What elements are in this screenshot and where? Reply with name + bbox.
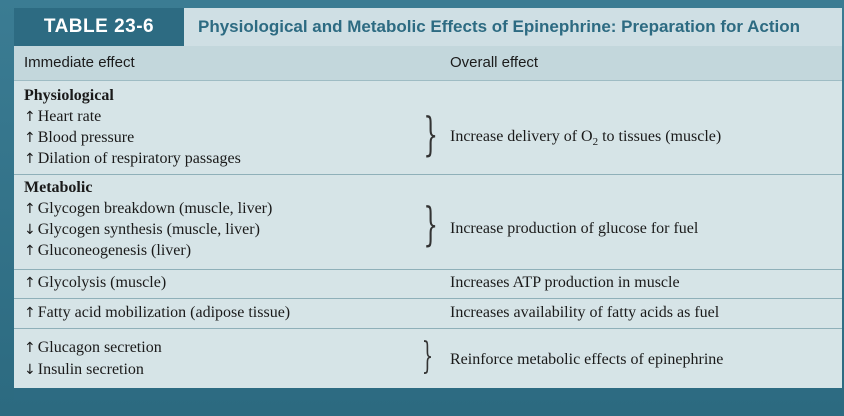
up-arrow-icon: ↑: [24, 201, 36, 217]
item-text: Glycolysis (muscle): [37, 274, 167, 291]
item-text: Heart rate: [37, 108, 102, 125]
table-number: TABLE 23-6: [14, 8, 184, 46]
item-text: Fatty acid mobilization (adipose tissue): [37, 304, 291, 321]
item-text: Blood pressure: [37, 129, 135, 146]
up-arrow-icon: ↑: [24, 130, 36, 146]
column-header-row: [14, 46, 842, 81]
effect-text: to tissues (muscle): [598, 128, 722, 145]
list-item: [24, 200, 272, 218]
up-arrow-icon: ↑: [24, 151, 36, 167]
list-item: [24, 108, 101, 126]
table-title: Physiological and Metabolic Effects of Epinephrine: Preparation for Action: [198, 17, 801, 36]
overall-effect-glucose: Increase production of glucose for fuel: [450, 220, 699, 237]
list-item: [24, 129, 134, 147]
down-arrow-icon: ↓: [24, 222, 36, 238]
row-glycolysis: [14, 269, 842, 298]
up-arrow-icon: ↑: [24, 275, 36, 291]
row-fatty-acid: [14, 298, 842, 328]
item-text: Glycogen synthesis (muscle, liver): [37, 221, 260, 238]
column-header-immediate: Immediate effect: [24, 54, 135, 71]
list-item: [24, 361, 144, 379]
column-header-overall: Overall effect: [450, 54, 539, 71]
list-item: [24, 274, 166, 292]
item-text: Glycogen breakdown (muscle, liver): [37, 200, 273, 217]
section-metabolic: [14, 174, 842, 269]
overall-effect-fatty-acids: Increases availability of fatty acids as fuel: [450, 304, 720, 321]
table-23-6: [14, 8, 842, 400]
section-heading-metabolic: Metabolic: [24, 179, 93, 196]
brace-icon: }: [423, 197, 438, 251]
table-header: [14, 8, 842, 46]
up-arrow-icon: ↑: [24, 109, 36, 125]
up-arrow-icon: ↑: [24, 340, 36, 356]
brace-icon: }: [423, 107, 438, 161]
list-item: [24, 242, 191, 260]
overall-effect-atp: Increases ATP production in muscle: [450, 274, 680, 291]
overall-effect-reinforce: Reinforce metabolic effects of epinephrine: [450, 351, 724, 368]
row-hormones: [14, 328, 842, 397]
list-item: [24, 339, 162, 357]
item-text: Dilation of respiratory passages: [37, 150, 241, 167]
brace-icon: }: [421, 336, 434, 377]
section-physiological: [14, 81, 842, 173]
section-heading-physiological: Physiological: [24, 87, 114, 104]
item-text: Insulin secretion: [37, 361, 144, 378]
list-item: [24, 150, 241, 168]
list-item: [24, 304, 290, 322]
overall-effect-physiological: [450, 128, 721, 148]
up-arrow-icon: ↑: [24, 305, 36, 321]
subscript-2: 2: [592, 136, 599, 149]
item-text: Glucagon secretion: [37, 339, 162, 356]
table-bottom-rule: [14, 388, 842, 400]
down-arrow-icon: ↓: [24, 362, 36, 378]
item-text: Gluconeogenesis (liver): [37, 242, 192, 259]
list-item: [24, 221, 260, 239]
effect-text: Increase delivery of O: [450, 128, 593, 145]
up-arrow-icon: ↑: [24, 243, 36, 259]
